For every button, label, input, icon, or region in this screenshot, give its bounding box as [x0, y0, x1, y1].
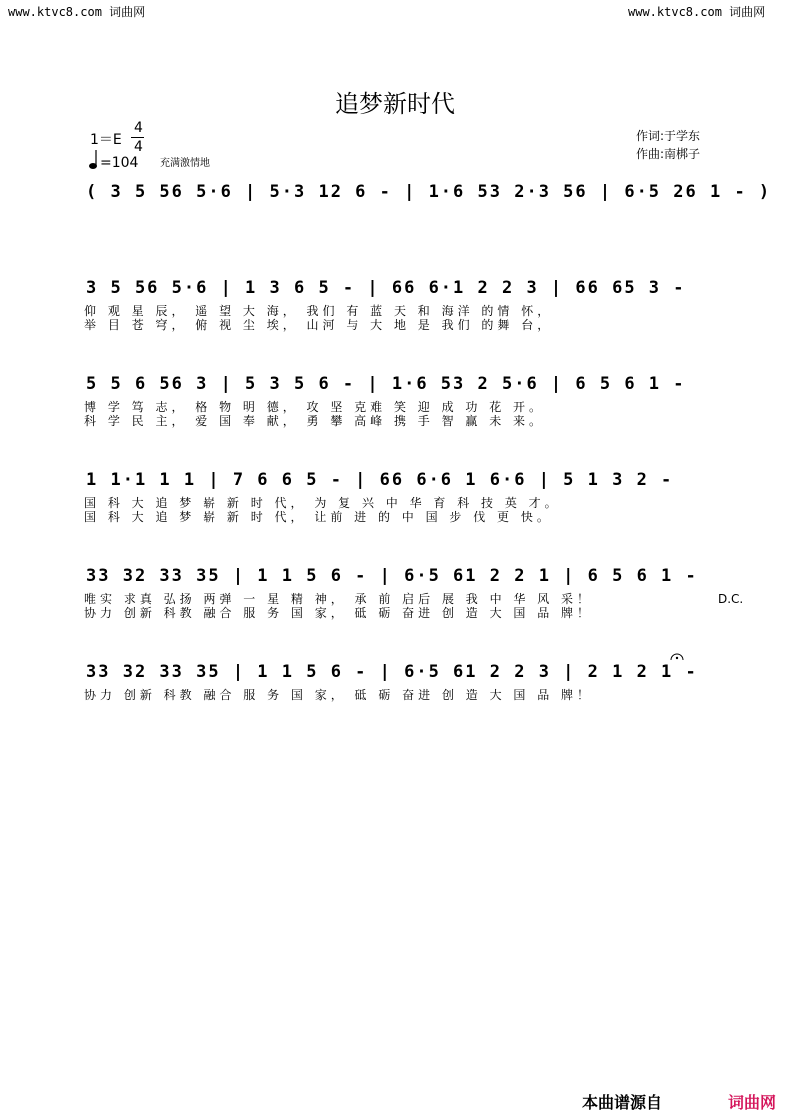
footer-source-label: 本曲谱源自: [582, 1093, 663, 1112]
lyric-line-2: 举 目 苍 穹， 俯 视 尘 埃， 山河 与 大 地 是 我们 的舞 台，: [84, 318, 554, 332]
music-line: 33 32 33 35 | 1 1 5 6 - | 6·5 61 2 2 1 | 6 5 6 1 -: [86, 566, 698, 586]
music-line: 5 5 6 56 3 | 5 3 5 6 - | 1·6 53 2 5·6 | 6 5 6 1 -: [86, 374, 686, 394]
expression-mark: 充满激情地: [160, 158, 210, 169]
lyric-line-1: 博 学 笃 志， 格 物 明 德， 攻 坚 克难 笑 迎 成 功 花 开。: [84, 400, 546, 414]
score-row-6: [0, 662, 790, 742]
key-signature: 1＝E: [90, 132, 122, 148]
lyric-line-1: 协力 创新 科教 融合 服 务 国 家， 砥 砺 奋进 创 造 大 国 品 牌！: [84, 688, 594, 702]
quarter-note-icon: [88, 150, 98, 174]
time-signature-top: 4: [134, 120, 143, 136]
da-capo-mark: D.C.: [718, 592, 744, 606]
score-row-5: [0, 566, 790, 646]
lyric-line-2: 科 学 民 主， 爱 国 奉 献， 勇 攀 高峰 携 手 智 赢 未 来。: [84, 414, 546, 428]
tempo-mark: =104: [100, 155, 139, 171]
time-signature-line: [131, 137, 144, 138]
footer-brand: 词曲网: [728, 1093, 777, 1112]
lyric-line-1: 国 科 大 追 梦 崭 新 时 代， 为 复 兴 中 华 育 科 技 英 才。: [84, 496, 561, 510]
score-row-1: [0, 182, 790, 262]
time-signature-bottom: 4: [134, 139, 143, 155]
score-row-2: [0, 278, 790, 358]
lyric-line-2: 协力 创新 科教 融合 服 务 国 家， 砥 砺 奋进 创 造 大 国 品 牌！: [84, 606, 594, 620]
score-row-4: [0, 470, 790, 550]
music-line: 33 32 33 35 | 1 1 5 6 - | 6·5 61 2 2 3 | 2 1 2 1 -: [86, 662, 698, 682]
lyric-line-1: 唯实 求真 弘扬 两弹 一 星 精 神， 承 前 启后 展 我 中 华 风 采！: [84, 592, 594, 606]
watermark-right: www.ktvc8.com 词曲网: [628, 5, 766, 19]
lyric-line-1: 仰 观 星 辰， 遥 望 大 海， 我们 有 蓝 天 和 海洋 的情 怀，: [84, 304, 554, 318]
music-line: 3 5 56 5·6 | 1 3 6 5 - | 66 6·1 2 2 3 | 66 65 3 -: [86, 278, 686, 298]
fermata-icon: [670, 646, 684, 665]
page-title: 追梦新时代: [335, 90, 455, 118]
score-row-3: [0, 374, 790, 454]
lyricist: 作词:于学东: [636, 129, 701, 143]
lyric-line-2: 国 科 大 追 梦 崭 新 时 代， 让前 进 的 中 国 步 伐 更 快。: [84, 510, 553, 524]
music-line: ( 3 5 56 5·6 | 5·3 12 6 - | 1·6 53 2·3 56 | 6·5 26 1 - ): [86, 182, 772, 202]
watermark-left: www.ktvc8.com 词曲网: [8, 5, 146, 19]
composer: 作曲:南梆子: [636, 147, 701, 161]
music-line: 1 1·1 1 1 | 7 6 6 5 - | 66 6·6 1 6·6 | 5 1 3 2 -: [86, 470, 674, 490]
